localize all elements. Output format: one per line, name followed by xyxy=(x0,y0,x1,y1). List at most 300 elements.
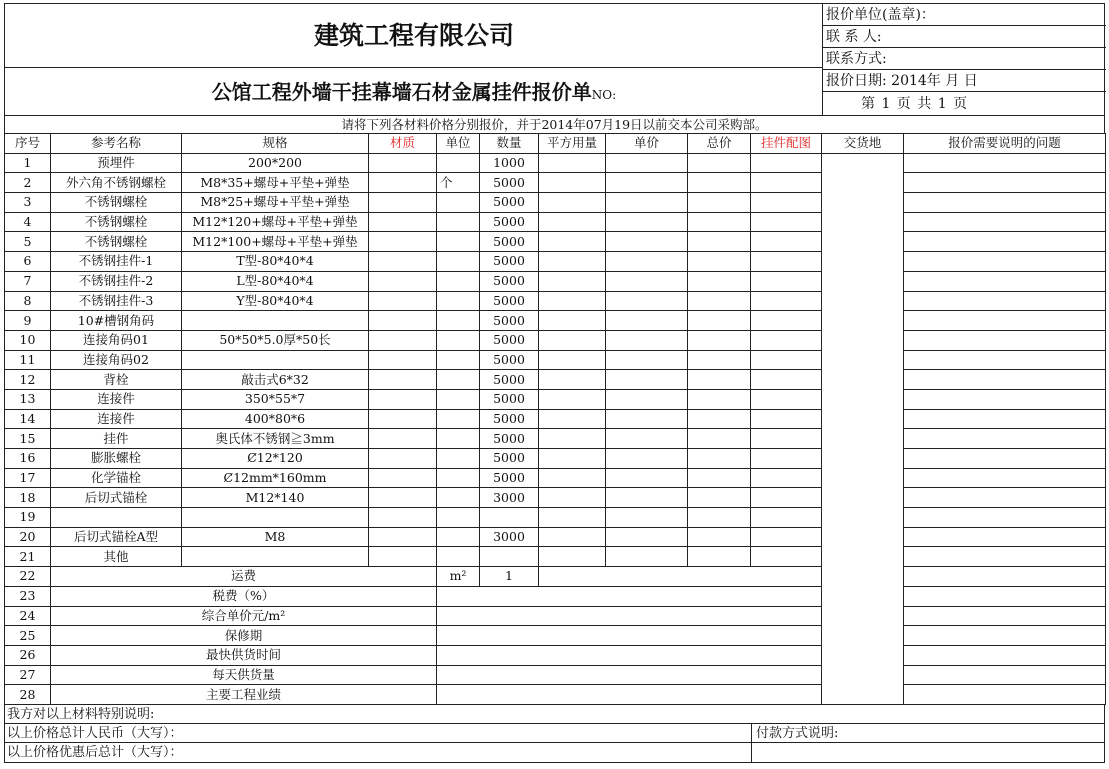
row-fitting-image[interactable] xyxy=(751,409,822,429)
column-header-row xyxy=(5,134,1106,154)
row-name[interactable] xyxy=(51,508,182,528)
title-no: NO: xyxy=(591,88,617,102)
row-unit-price[interactable] xyxy=(606,212,688,232)
row-unit-price[interactable] xyxy=(606,330,688,350)
summary-row xyxy=(5,645,1106,665)
row-unit-price[interactable] xyxy=(606,232,688,252)
row-total-price[interactable] xyxy=(688,271,751,291)
row-material[interactable] xyxy=(369,252,437,272)
table-row xyxy=(5,370,1106,390)
payment-method-cell[interactable] xyxy=(751,743,752,762)
row-notes[interactable] xyxy=(904,488,1106,508)
row-total-price[interactable] xyxy=(688,508,751,528)
table-row xyxy=(5,291,1106,311)
row-area[interactable] xyxy=(539,252,606,272)
row-qty[interactable]: 5000 xyxy=(480,252,539,272)
row-spec[interactable]: 200*200 xyxy=(182,153,369,173)
table-row xyxy=(5,508,1106,528)
row-no: 20 xyxy=(5,527,51,547)
row-spec[interactable]: M12*140 xyxy=(182,488,369,508)
row-notes[interactable] xyxy=(904,567,1106,587)
row-name[interactable]: 预埋件 xyxy=(51,153,182,173)
row-notes[interactable] xyxy=(904,586,1106,606)
row-total-price[interactable] xyxy=(688,291,751,311)
row-qty[interactable]: 1000 xyxy=(480,153,539,173)
row-name[interactable]: 不锈钢螺栓 xyxy=(51,193,182,213)
table-row xyxy=(5,212,1106,232)
row-name[interactable]: 不锈钢挂件-3 xyxy=(51,291,182,311)
row-notes[interactable] xyxy=(904,212,1106,232)
row-fitting-image[interactable] xyxy=(751,153,822,173)
row-name[interactable]: 外六角不锈钢螺栓 xyxy=(51,173,182,193)
row-material[interactable] xyxy=(369,193,437,213)
row-no: 27 xyxy=(5,665,51,685)
row-notes[interactable] xyxy=(904,665,1106,685)
row-spec[interactable]: M8*25+螺母+平垫+弹垫 xyxy=(182,193,369,213)
row-total-price[interactable] xyxy=(688,547,751,567)
row-name[interactable]: 连接件 xyxy=(51,389,182,409)
col-header-unit: 单位 xyxy=(437,134,480,154)
row-area[interactable] xyxy=(539,389,606,409)
row-qty[interactable]: 5000 xyxy=(480,173,539,193)
row-total-price[interactable] xyxy=(688,468,751,488)
row-total-price[interactable] xyxy=(688,449,751,469)
col-header-no: 序号 xyxy=(5,134,51,154)
row-no: 5 xyxy=(5,232,51,252)
row-spec[interactable]: 奥氏体不锈钢≧3mm xyxy=(182,429,369,449)
row-area[interactable] xyxy=(539,173,606,193)
table-row xyxy=(5,252,1106,272)
row-total-price[interactable] xyxy=(688,488,751,508)
row-notes[interactable] xyxy=(904,606,1106,626)
row-qty[interactable]: 5000 xyxy=(480,311,539,331)
row-spec[interactable]: 350*55*7 xyxy=(182,389,369,409)
col-header-material: 材质 xyxy=(369,134,437,154)
row-no: 28 xyxy=(5,685,51,705)
row-name[interactable]: 其他 xyxy=(51,547,182,567)
row-total-price[interactable] xyxy=(688,389,751,409)
summary-row xyxy=(5,626,1106,646)
row-qty[interactable] xyxy=(480,508,539,528)
row-qty[interactable]: 5000 xyxy=(480,468,539,488)
row-area[interactable] xyxy=(539,488,606,508)
row-unit-price[interactable] xyxy=(606,370,688,390)
row-fitting-image[interactable] xyxy=(751,271,822,291)
row-unit[interactable] xyxy=(437,212,480,232)
row-qty[interactable] xyxy=(480,547,539,567)
row-notes[interactable] xyxy=(904,330,1106,350)
summary-value[interactable] xyxy=(437,685,822,705)
row-material[interactable] xyxy=(369,468,437,488)
row-name[interactable]: 连接角码02 xyxy=(51,350,182,370)
row-material[interactable] xyxy=(369,429,437,449)
row-unit[interactable] xyxy=(437,508,480,528)
row-material[interactable] xyxy=(369,173,437,193)
row-name[interactable]: 后切式锚栓A型 xyxy=(51,527,182,547)
row-area[interactable] xyxy=(539,291,606,311)
row-material[interactable] xyxy=(369,370,437,390)
row-unit[interactable] xyxy=(437,232,480,252)
contact-person-field[interactable]: 联 系 人: xyxy=(823,26,1106,48)
row-no: 11 xyxy=(5,350,51,370)
row-name[interactable]: 不锈钢挂件-2 xyxy=(51,271,182,291)
row-area[interactable] xyxy=(539,527,606,547)
summary-value[interactable] xyxy=(437,645,822,665)
summary-row xyxy=(5,606,1106,626)
row-unit-price[interactable] xyxy=(606,468,688,488)
row-material[interactable] xyxy=(369,350,437,370)
row-no: 26 xyxy=(5,645,51,665)
row-spec[interactable]: 400*80*6 xyxy=(182,409,369,429)
row-unit-price[interactable] xyxy=(606,488,688,508)
row-spec[interactable] xyxy=(182,350,369,370)
row-material[interactable] xyxy=(369,527,437,547)
row-spec[interactable]: M12*120+螺母+平垫+弹垫 xyxy=(182,212,369,232)
row-unit[interactable] xyxy=(437,291,480,311)
summary-value[interactable] xyxy=(437,665,822,685)
row-fitting-image[interactable] xyxy=(751,350,822,370)
row-material[interactable] xyxy=(369,212,437,232)
row-spec[interactable]: Ȼ12mm*160mm xyxy=(182,468,369,488)
row-qty[interactable]: 1 xyxy=(480,567,539,587)
row-name[interactable]: 膨胀螺栓 xyxy=(51,449,182,469)
row-fitting-image[interactable] xyxy=(751,291,822,311)
row-notes[interactable] xyxy=(904,547,1106,567)
row-qty[interactable]: 3000 xyxy=(480,488,539,508)
row-notes[interactable] xyxy=(904,153,1106,173)
summary-value[interactable] xyxy=(437,586,822,606)
row-unit-price[interactable] xyxy=(606,173,688,193)
row-notes[interactable] xyxy=(904,429,1106,449)
row-notes[interactable] xyxy=(904,311,1106,331)
row-material[interactable] xyxy=(369,409,437,429)
row-unit[interactable] xyxy=(437,389,480,409)
table-row xyxy=(5,271,1106,291)
row-total-price[interactable] xyxy=(688,429,751,449)
row-name[interactable]: 连接角码01 xyxy=(51,330,182,350)
row-spec[interactable] xyxy=(182,547,369,567)
row-notes[interactable] xyxy=(904,449,1106,469)
row-notes[interactable] xyxy=(904,527,1106,547)
row-notes[interactable] xyxy=(904,232,1106,252)
row-material[interactable] xyxy=(369,508,437,528)
row-total-price[interactable] xyxy=(688,153,751,173)
row-total-price[interactable] xyxy=(688,232,751,252)
row-unit-price[interactable] xyxy=(606,547,688,567)
company-name: 建筑工程有限公司 xyxy=(5,4,823,68)
row-name[interactable]: 连接件 xyxy=(51,409,182,429)
row-spec[interactable]: 50*50*5.0厚*50长 xyxy=(182,330,369,350)
row-qty[interactable]: 5000 xyxy=(480,409,539,429)
row-total-price[interactable] xyxy=(688,330,751,350)
row-fitting-image[interactable] xyxy=(751,527,822,547)
quote-date-field[interactable]: 报价日期: 2014年 月 日 xyxy=(823,70,1106,92)
row-material[interactable] xyxy=(369,291,437,311)
row-unit-price[interactable] xyxy=(606,252,688,272)
col-header-name: 参考名称 xyxy=(51,134,182,154)
row-spec[interactable]: Ȼ12*120 xyxy=(182,449,369,469)
row-notes[interactable] xyxy=(904,252,1106,272)
row-notes[interactable] xyxy=(904,626,1106,646)
special-note-label: 我方对以上材料特别说明: xyxy=(7,706,155,722)
row-name[interactable]: 背栓 xyxy=(51,370,182,390)
summary-value[interactable] xyxy=(437,626,822,646)
row-unit[interactable] xyxy=(437,527,480,547)
row-area[interactable] xyxy=(539,350,606,370)
row-qty[interactable]: 5000 xyxy=(480,232,539,252)
row-unit[interactable] xyxy=(437,193,480,213)
row-spec[interactable]: L型-80*40*4 xyxy=(182,271,369,291)
table-row xyxy=(5,311,1106,331)
row-spec[interactable]: Y型-80*40*4 xyxy=(182,291,369,311)
row-fitting-image[interactable] xyxy=(751,330,822,350)
row-fitting-image[interactable] xyxy=(751,193,822,213)
row-unit-price[interactable] xyxy=(606,389,688,409)
delivery-cell[interactable] xyxy=(822,153,904,704)
row-unit[interactable] xyxy=(437,409,480,429)
row-unit-price[interactable] xyxy=(606,193,688,213)
row-no: 17 xyxy=(5,468,51,488)
row-fitting-image[interactable] xyxy=(751,212,822,232)
summary-label: 每天供货量 xyxy=(51,665,437,685)
row-unit-price[interactable] xyxy=(606,508,688,528)
row-unit[interactable]: m² xyxy=(437,567,480,587)
row-unit[interactable] xyxy=(437,547,480,567)
summary-label: 最快供货时间 xyxy=(51,645,437,665)
summary-row xyxy=(5,586,1106,606)
row-name[interactable]: 不锈钢螺栓 xyxy=(51,212,182,232)
table-body xyxy=(5,153,1106,704)
row-qty[interactable]: 3000 xyxy=(480,527,539,547)
row-unit-price[interactable] xyxy=(606,153,688,173)
discount-total-row xyxy=(5,743,1104,762)
row-fitting-image[interactable] xyxy=(751,370,822,390)
row-qty[interactable]: 5000 xyxy=(480,429,539,449)
row-total-price[interactable] xyxy=(688,409,751,429)
row-no: 22 xyxy=(5,567,51,587)
row-spec[interactable]: M8*35+螺母+平垫+弹垫 xyxy=(182,173,369,193)
row-fitting-image[interactable] xyxy=(751,389,822,409)
row-notes[interactable] xyxy=(904,389,1106,409)
row-material[interactable] xyxy=(369,271,437,291)
row-notes[interactable] xyxy=(904,685,1106,705)
summary-row xyxy=(5,685,1106,705)
row-unit-price[interactable] xyxy=(606,527,688,547)
special-note-row xyxy=(5,705,1104,724)
row-spec[interactable] xyxy=(182,508,369,528)
row-unit[interactable] xyxy=(437,153,480,173)
row-unit[interactable] xyxy=(437,468,480,488)
row-area[interactable] xyxy=(539,232,606,252)
header-block xyxy=(4,3,1105,115)
row-spec[interactable]: M8 xyxy=(182,527,369,547)
row-qty[interactable]: 5000 xyxy=(480,212,539,232)
row-notes[interactable] xyxy=(904,508,1106,528)
row-area[interactable] xyxy=(539,468,606,488)
row-area[interactable] xyxy=(539,212,606,232)
row-fitting-image[interactable] xyxy=(751,429,822,449)
col-header-delivery: 交货地 xyxy=(822,134,904,154)
table-row xyxy=(5,468,1106,488)
row-no: 2 xyxy=(5,173,51,193)
row-spec[interactable] xyxy=(182,311,369,331)
row-unit[interactable] xyxy=(437,350,480,370)
header-left xyxy=(5,4,823,116)
row-area[interactable] xyxy=(539,330,606,350)
row-notes[interactable] xyxy=(904,271,1106,291)
row-no: 24 xyxy=(5,606,51,626)
row-fitting-image[interactable] xyxy=(751,468,822,488)
row-name[interactable]: 不锈钢挂件-1 xyxy=(51,252,182,272)
row-unit[interactable] xyxy=(437,311,480,331)
row-notes[interactable] xyxy=(904,173,1106,193)
row-unit[interactable] xyxy=(437,370,480,390)
table-row xyxy=(5,153,1106,173)
row-material[interactable] xyxy=(369,153,437,173)
row-area[interactable] xyxy=(539,370,606,390)
table-row xyxy=(5,193,1106,213)
table-row xyxy=(5,409,1106,429)
row-qty[interactable]: 5000 xyxy=(480,291,539,311)
row-fitting-image[interactable] xyxy=(751,173,822,193)
row-qty[interactable]: 5000 xyxy=(480,449,539,469)
payment-method-label: 付款方式说明: xyxy=(751,724,838,742)
row-area[interactable] xyxy=(539,271,606,291)
row-unit-price[interactable] xyxy=(606,429,688,449)
row-total-price[interactable] xyxy=(688,527,751,547)
row-no: 8 xyxy=(5,291,51,311)
summary-row xyxy=(5,665,1106,685)
row-area[interactable] xyxy=(539,153,606,173)
row-unit[interactable] xyxy=(437,271,480,291)
row-name[interactable]: 后切式锚栓 xyxy=(51,488,182,508)
row-no: 3 xyxy=(5,193,51,213)
summary-value[interactable] xyxy=(437,606,822,626)
row-unit-price[interactable] xyxy=(606,449,688,469)
row-unit[interactable]: 个 xyxy=(437,173,480,193)
row-no: 1 xyxy=(5,153,51,173)
row-no: 7 xyxy=(5,271,51,291)
row-name[interactable]: 不锈钢螺栓 xyxy=(51,232,182,252)
row-fitting-image[interactable] xyxy=(751,547,822,567)
row-no: 14 xyxy=(5,409,51,429)
row-area[interactable] xyxy=(539,311,606,331)
row-unit[interactable] xyxy=(437,488,480,508)
row-name[interactable]: 化学锚栓 xyxy=(51,468,182,488)
summary-label: 运费 xyxy=(51,567,437,587)
col-header-fitting-image: 挂件配图 xyxy=(751,134,822,154)
quote-unit-field[interactable]: 报价单位(盖章)： xyxy=(823,4,1106,26)
row-spec[interactable]: M12*100+螺母+平垫+弹垫 xyxy=(182,232,369,252)
row-total-price[interactable] xyxy=(688,212,751,232)
title-text: 公馆工程外墙干挂幕墙石材金属挂件报价单 xyxy=(211,80,592,104)
row-area[interactable] xyxy=(539,193,606,213)
table-row xyxy=(5,330,1106,350)
row-fitting-image[interactable] xyxy=(751,488,822,508)
row-fitting-image[interactable] xyxy=(751,508,822,528)
row-area[interactable] xyxy=(539,449,606,469)
table-row xyxy=(5,389,1106,409)
row-notes[interactable] xyxy=(904,193,1106,213)
row-fitting-image[interactable] xyxy=(751,252,822,272)
row-qty[interactable]: 5000 xyxy=(480,193,539,213)
total-rmb-row xyxy=(5,724,1104,743)
row-area[interactable] xyxy=(539,429,606,449)
row-notes[interactable] xyxy=(904,409,1106,429)
row-total-price[interactable] xyxy=(688,173,751,193)
row-material[interactable] xyxy=(369,232,437,252)
row-unit-price[interactable] xyxy=(606,271,688,291)
row-material[interactable] xyxy=(369,389,437,409)
row-area[interactable] xyxy=(539,547,606,567)
quotation-table xyxy=(4,133,1106,705)
row-total-price[interactable] xyxy=(688,350,751,370)
row-unit-price[interactable] xyxy=(606,311,688,331)
row-unit[interactable] xyxy=(437,252,480,272)
row-notes[interactable] xyxy=(904,291,1106,311)
row-qty[interactable]: 5000 xyxy=(480,350,539,370)
row-material[interactable] xyxy=(369,547,437,567)
row-spec[interactable]: 敲击式6*32 xyxy=(182,370,369,390)
table-row xyxy=(5,449,1106,469)
row-material[interactable] xyxy=(369,330,437,350)
row-no: 23 xyxy=(5,586,51,606)
row-notes[interactable] xyxy=(904,645,1106,665)
table-row xyxy=(5,350,1106,370)
row-notes[interactable] xyxy=(904,468,1106,488)
row-name[interactable]: 挂件 xyxy=(51,429,182,449)
row-unit[interactable] xyxy=(437,429,480,449)
contact-method-field[interactable]: 联系方式: xyxy=(823,48,1106,70)
row-qty[interactable]: 5000 xyxy=(480,389,539,409)
row-area[interactable] xyxy=(539,409,606,429)
row-material[interactable] xyxy=(369,311,437,331)
row-spec[interactable]: T型-80*40*4 xyxy=(182,252,369,272)
row-material[interactable] xyxy=(369,488,437,508)
row-total-price[interactable] xyxy=(688,370,751,390)
total-rmb-label: 以上价格总计人民币（大写）： xyxy=(7,725,183,741)
summary-value[interactable] xyxy=(539,567,822,587)
row-fitting-image[interactable] xyxy=(751,232,822,252)
row-no: 21 xyxy=(5,547,51,567)
row-notes[interactable] xyxy=(904,370,1106,390)
page-info: 第 1 页 共 1 页 xyxy=(861,96,968,112)
row-total-price[interactable] xyxy=(688,193,751,213)
row-qty[interactable]: 5000 xyxy=(480,271,539,291)
row-unit[interactable] xyxy=(437,330,480,350)
row-unit-price[interactable] xyxy=(606,291,688,311)
row-total-price[interactable] xyxy=(688,252,751,272)
row-unit[interactable] xyxy=(437,449,480,469)
summary-label: 保修期 xyxy=(51,626,437,646)
row-total-price[interactable] xyxy=(688,311,751,331)
table-row xyxy=(5,232,1106,252)
row-notes[interactable] xyxy=(904,350,1106,370)
row-unit-price[interactable] xyxy=(606,350,688,370)
submission-notice: 请将下列各材料价格分别报价，并于2014年07月19日以前交本公司采购部。 xyxy=(4,115,1105,133)
row-qty[interactable]: 5000 xyxy=(480,330,539,350)
row-unit-price[interactable] xyxy=(606,409,688,429)
row-material[interactable] xyxy=(369,449,437,469)
discount-total-label: 以上价格优惠后总计（大写）： xyxy=(7,744,183,760)
row-fitting-image[interactable] xyxy=(751,449,822,469)
row-fitting-image[interactable] xyxy=(751,311,822,331)
row-area[interactable] xyxy=(539,508,606,528)
row-qty[interactable]: 5000 xyxy=(480,370,539,390)
quotation-sheet xyxy=(4,3,1105,763)
row-no: 4 xyxy=(5,212,51,232)
row-name[interactable]: 10#槽钢角码 xyxy=(51,311,182,331)
